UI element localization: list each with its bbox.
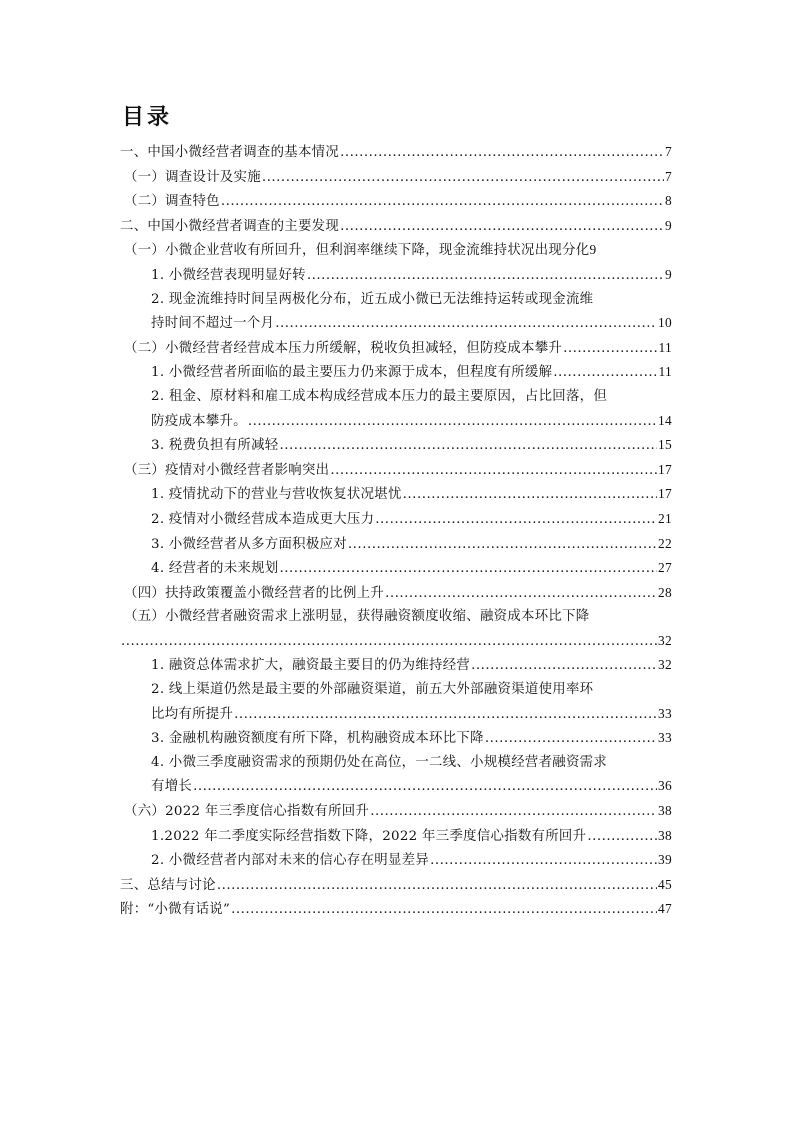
dot-leader [262,166,664,190]
toc-entry-text: （六）2022 年三季度信心指数有所回升 [124,804,370,820]
toc-entry-2-3-4[interactable] [120,556,672,581]
table-of-contents [120,140,672,922]
toc-entry-2-6-2[interactable] [120,848,672,873]
toc-entry-1-2[interactable] [120,189,672,214]
toc-entry-2-1-2[interactable] [120,288,672,336]
toc-page-number: 7 [665,144,672,159]
toc-entry-2-1[interactable] [120,238,672,263]
toc-entry-2-4[interactable] [120,581,672,606]
toc-entry-text-line2: 比均有所提升 [151,706,234,722]
toc-entry-text: 二、中国小微经营者调查的主要发现 [120,218,340,234]
dot-leader [340,141,664,165]
toc-page-number: 21 [658,510,672,526]
dot-leader [121,630,657,654]
toc-entry-text: 3. 税费负担有所减轻 [151,438,279,454]
dot-leader [279,557,657,581]
dot-leader [471,654,657,678]
dot-leader [217,874,657,898]
toc-page-number: 22 [658,535,672,551]
toc-page-number: 11 [658,364,672,380]
toc-page-number: 38 [658,827,672,843]
dot-leader [340,215,664,239]
toc-page-number: 28 [658,584,672,600]
toc-entry-2-5[interactable] [120,605,672,653]
toc-page-number: 36 [658,778,672,794]
toc-entry-2-3-1[interactable] [120,482,672,507]
toc-entry-text: （二）调查特色 [124,194,220,210]
toc-entry-text: 附：“小微有话说” [120,902,231,918]
toc-entry-text-line1: 4. 小微三季度融资需求的预期仍处在高位，一二线、小规模经营者融资需求 [151,754,608,770]
dot-leader [193,775,657,799]
dot-leader [563,337,657,361]
toc-entry-text-line1: 2. 现金流维持时间呈两极化分布，近五成小微已无法维持运转或现金流维 [151,291,594,307]
toc-entry-text-line1: （五）小微经营者融资需求上涨明显，获得融资额度收缩、融资成本环比下降 [124,609,590,625]
dot-leader [275,312,657,336]
dot-leader [370,800,657,824]
dot-leader [430,849,657,873]
toc-entry-2-6-1[interactable] [120,824,672,849]
dot-leader [385,582,657,606]
dot-leader [248,410,657,434]
toc-page-number: 9 [665,266,672,282]
toc-page-number: 39 [658,852,672,868]
dot-leader [587,825,657,849]
toc-page-number: 11 [658,339,672,355]
toc-entry-2-5-4[interactable] [120,751,672,799]
dot-leader [307,264,664,288]
toc-entry-text-line1: 2. 线上渠道仍然是最主要的外部融资渠道，前五大外部融资渠道使用率环 [151,682,594,698]
toc-entry-text: （四）扶持政策覆盖小微经营者的比例上升 [124,585,385,601]
toc-entry-appendix[interactable] [120,897,672,922]
toc-entry-text: 3. 金融机构融资额度有所下降，机构融资成本环比下降 [151,731,484,747]
toc-page-number: 33 [658,730,672,746]
toc-entry-text-line2: 防疫成本攀升。 [151,413,247,429]
toc-page-number: 32 [658,632,672,648]
toc-entry-2-5-1[interactable] [120,653,672,678]
toc-entry-text: 1.2022 年二季度实际经营指数下降，2022 年三季度信心指数有所回升 [151,828,587,844]
toc-entry-text-line1: 2. 租金、原材料和雇工成本构成经营成本压力的最主要原因，占比回落，但 [151,388,608,404]
dot-leader [348,533,657,557]
toc-entry-2-1-1[interactable] [120,263,672,288]
toc-page-number: 9 [665,217,672,233]
toc-entry-1-1[interactable] [120,165,672,190]
toc-entry-section-3[interactable] [120,873,672,898]
dot-leader [231,898,657,922]
dot-leader [403,483,657,507]
toc-entry-text: 2. 疫情对小微经营成本造成更大压力 [151,511,375,527]
toc-page-number: 45 [658,876,672,892]
dot-leader [234,703,657,727]
toc-entry-text: 2. 小微经营者内部对未来的信心存在明显差异 [151,853,430,869]
toc-entry-text: （三）疫情对小微经营者影响突出 [124,462,330,478]
toc-entry-text: 1. 融资总体需求扩大，融资最主要目的仍为维持经营 [151,658,471,674]
dot-leader [279,434,657,458]
toc-page-number: 47 [658,901,672,917]
toc-entry-text: （二）小微经营者经营成本压力所缓解，税收负担减轻，但防疫成本攀升 [124,340,563,356]
toc-entry-2-2[interactable] [120,336,672,361]
toc-page-number: 38 [658,803,672,819]
toc-page-number: 17 [658,486,672,502]
toc-page-number: 7 [665,168,672,184]
toc-entry-2-2-1[interactable] [120,360,672,385]
dot-leader [221,190,664,214]
toc-entry-2-2-2[interactable] [120,385,672,433]
toc-entry-2-3-3[interactable] [120,532,672,557]
dot-leader [330,459,657,483]
toc-page-number: 8 [665,193,672,209]
toc-entry-section-1[interactable] [120,140,672,165]
toc-entry-text: （一）小微企业营收有所回升，但利润率继续下降，现金流维持状况出现分化 [124,243,590,259]
toc-page-number: 14 [658,412,672,428]
toc-title: 目录 [122,105,173,130]
toc-entry-text: 1. 小微经营者所面临的最主要压力仍来源于成本，但程度有所缓解 [151,365,553,381]
toc-entry-2-6[interactable] [120,799,672,824]
toc-entry-text: 三、总结与讨论 [120,877,216,893]
toc-entry-2-3[interactable] [120,458,672,483]
toc-entry-text: 1. 小微经营表现明显好转 [151,267,306,283]
toc-page-number: 9 [589,242,597,258]
toc-page-number: 27 [658,560,672,576]
toc-entry-2-3-2[interactable] [120,507,672,532]
toc-entry-2-2-3[interactable] [120,433,672,458]
toc-entry-text: 4. 经营者的未来规划 [151,561,279,577]
toc-page-number: 10 [658,315,672,331]
toc-entry-text-line2: 有增长 [151,779,193,795]
toc-entry-text-line2: 持时间不超过一个月 [151,316,275,332]
toc-page-number: 32 [658,657,672,673]
toc-page-number: 33 [658,705,672,721]
toc-entry-text: 3. 小微经营者从多方面积极应对 [151,536,347,552]
toc-entry-text: 一、中国小微经营者调查的基本情况 [120,145,340,160]
dot-leader [553,361,657,385]
toc-entry-2-5-2[interactable] [120,678,672,726]
toc-page-number: 17 [658,461,672,477]
dot-leader [375,508,657,532]
toc-page-number: 15 [658,437,672,453]
toc-entry-text: （一）调查设计及实施 [124,169,261,185]
toc-entry-section-2[interactable] [120,214,672,239]
toc-entry-text: 1. 疫情扰动下的营业与营收恢复状况堪忧 [151,487,402,503]
dot-leader [485,727,657,751]
toc-entry-2-5-3[interactable] [120,726,672,751]
